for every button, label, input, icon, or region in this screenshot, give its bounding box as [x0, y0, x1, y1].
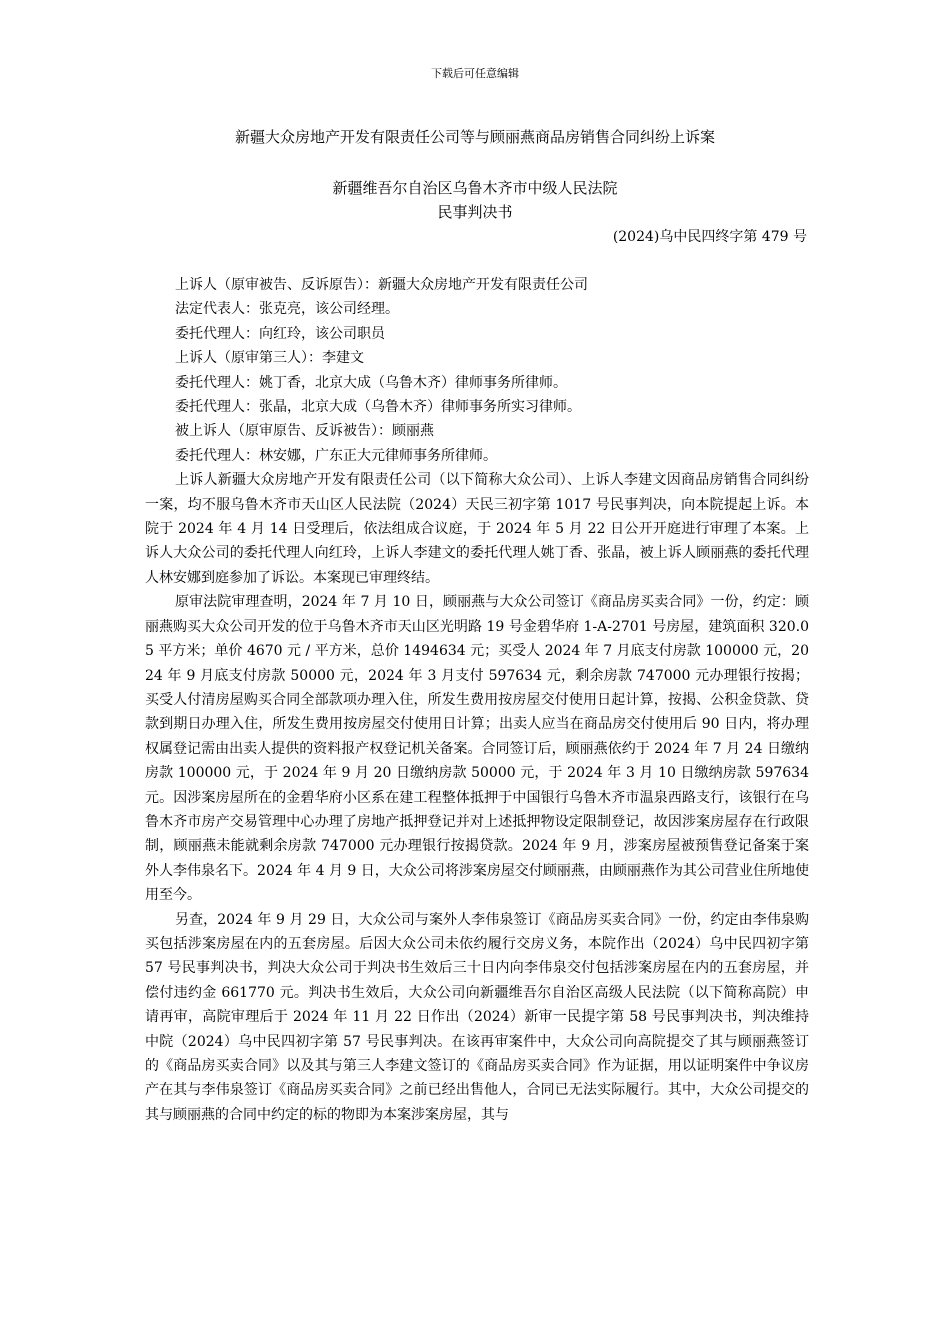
paragraph-original-findings: 原审法院审理查明，2024 年 7 月 10 日，顾丽燕与大众公司签订《商品房买卖合同》一份，约定：顾丽燕购买大众公司开发的位于乌鲁木齐市天山区光明路 19 号金碧华府 1-A-2701 号房屋，建筑面积 320.05 平方米；单价 4670 元 / 平方米，总价 1494634 元；买受人 2024 年 7 月底支付房款 100000 元，2024 年 9 月底支付房款 50000 元，2024 年 3 月支付 597634 元，剩余房款 747000 元办理银行按揭；买受人付清房屋购买合同全部款项办理入住，所发生费用按房屋交付使用日起计算，按揭、公积金贷款、贷款到期日办理入住，所发生费用按房屋交付使用日计算；出卖人应当在商品房交付使用后 90 日内，将办理权属登记需由出卖人提供的资料报产权登记机关备案。合同签订后，顾丽燕依约于 2024 年 7 月 24 日缴纳房款 100000 元，于 2024 年 9 月 20 日缴纳房款 50000 元，于 2024 年 3 月 10 日缴纳房款 597634 元。因涉案房屋所在的金碧华府小区系在建工程整体抵押于中国银行乌鲁木齐市温泉西路支行，该银行在乌鲁木齐市房产交易管理中心办理了房地产抵押登记并对上述抵押物设定限制登记，故因涉案房屋存在行政限制，顾丽燕未能就剩余房款 747000 元办理银行按揭贷款。2024 年 9 月，涉案房屋被预售登记备案于案外人李伟泉名下。2024 年 4 月 9 日，大众公司将涉案房屋交付顾丽燕，由顾丽燕作为其公司营业住所地使用至今。: [145, 594, 809, 904]
party-appellee: 被上诉人（原审原告、反诉被告）：顾丽燕: [175, 423, 434, 440]
case-number: (2024)乌中民四终字第 479 号: [612, 229, 807, 245]
party-appellant-company: 上诉人（原审被告、反诉原告）：新疆大众房地产开发有限责任公司: [175, 277, 588, 293]
party-agent-intern: 委托代理人：张晶，北京大成（乌鲁木齐）律师事务所实习律师。: [175, 399, 581, 416]
case-title: 新疆大众房地产开发有限责任公司等与顾丽燕商品房销售合同纠纷上诉案: [234, 128, 715, 146]
party-agent-lawyer: 委托代理人：姚丁香，北京大成（乌鲁木齐）律师事务所律师。: [175, 374, 567, 391]
header-note: 下载后可任意编辑: [431, 67, 519, 80]
judgment-body: [145, 273, 809, 1127]
party-legal-representative: 法定代表人：张克亮，该公司经理。: [175, 301, 399, 318]
paragraph-case-intro: 上诉人新疆大众房地产开发有限责任公司（以下简称大众公司）、上诉人李建文因商品房销售合同纠纷一案，均不服乌鲁木齐市天山区人民法院（2024）天民三初字第 1017 号民事判决，向本院提起上诉。本院于 2024 年 4 月 14 日受理后，依法组成合议庭，于 2024 年 5 月 22 日公开开庭进行审理了本案。上诉人大众公司的委托代理人向红玲，上诉人李建文的委托代理人姚丁香、张晶，被上诉人顾丽燕的委托代理人林安娜到庭参加了诉讼。本案现已审理终结。: [145, 472, 809, 586]
party-agent-company: 委托代理人：向红玲，该公司职员: [175, 325, 385, 342]
court-name: 新疆维吾尔自治区乌鲁木齐市中级人民法院: [332, 179, 618, 197]
party-appellant-third-party: 上诉人（原审第三人）：李建文: [175, 350, 364, 367]
paragraph-further-findings: 另查，2024 年 9 月 29 日，大众公司与案外人李伟泉签订《商品房买卖合同》一份，约定由李伟泉购买包括涉案房屋在内的五套房屋。后因大众公司未依约履行交房义务，本院作出（2024）乌中民四初字第 57 号民事判决书，判决大众公司于判决书生效后三十日内向李伟泉交付包括涉案房屋在内的五套房屋，并偿付违约金 661770 元。判决书生效后，大众公司向新疆维吾尔自治区高级人民法院（以下简称高院）申请再审，高院审理后于 2024 年 11 月 22 日作出（2024）新审一民提字第 58 号民事判决书，判决维持中院（2024）乌中民四初字第 57 号民事判决。在该再审案件中，大众公司向高院提交了其与顾丽燕签订的《商品房买卖合同》以及其与第三人李建文签订的《商品房买卖合同》作为证据，用以证明案件中争议房产在其与李伟泉签订《商品房买卖合同》之前已经出售他人，合同已无法实际履行。其中，大众公司提交的其与顾丽燕的合同中约定的标的物即为本案涉案房屋，其与: [145, 911, 809, 1123]
document-type: 民事判决书: [437, 203, 513, 221]
party-agent-appellee: 委托代理人：林安娜，广东正大元律师事务所律师。: [175, 447, 497, 464]
